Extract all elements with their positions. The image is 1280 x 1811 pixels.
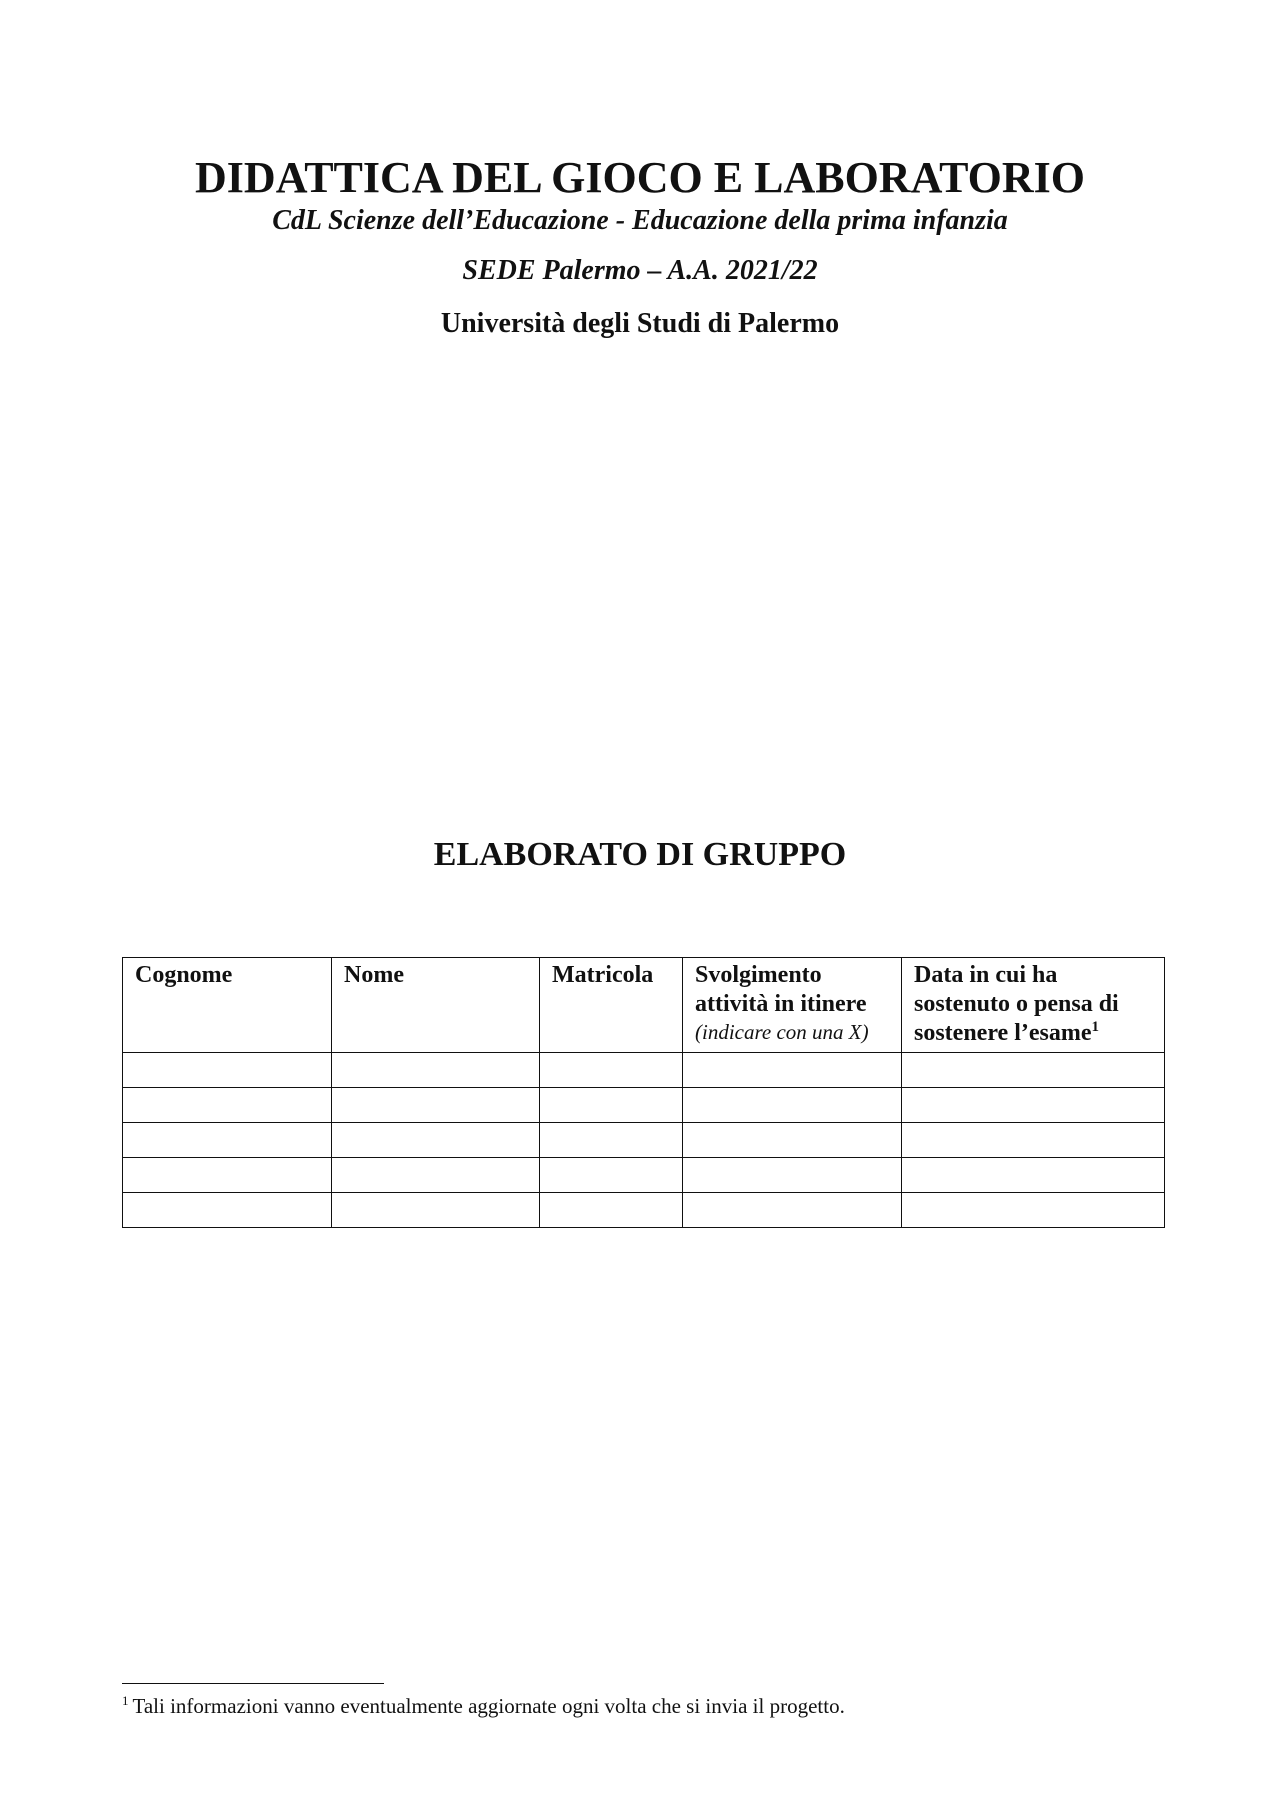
table-cell-nome[interactable] xyxy=(332,1123,540,1158)
table-cell-svolgimento[interactable] xyxy=(683,1123,902,1158)
table-cell-matricola[interactable] xyxy=(540,1053,683,1088)
table-cell-data-esame[interactable] xyxy=(902,1123,1165,1158)
table-cell-cognome[interactable] xyxy=(123,1158,332,1193)
table-cell-svolgimento[interactable] xyxy=(683,1053,902,1088)
table-cell-svolgimento[interactable] xyxy=(683,1088,902,1123)
page-title: DIDATTICA DEL GIOCO E LABORATORIO xyxy=(195,153,1085,202)
footnote-text: Tali informazioni vanno eventualmente aggiornate ogni volta che si invia il progetto. xyxy=(132,1694,845,1718)
column-header-label: Data in cui ha sostenuto o pensa di sostenere l’esame xyxy=(914,962,1119,1046)
table-cell-data-esame[interactable] xyxy=(902,1088,1165,1123)
table-cell-cognome[interactable] xyxy=(123,1053,332,1088)
table-header-row xyxy=(123,958,1165,1053)
table-cell-data-esame[interactable] xyxy=(902,1053,1165,1088)
footnote-separator xyxy=(122,1683,384,1684)
table-cell-nome[interactable] xyxy=(332,1193,540,1228)
footnote-reference[interactable]: 1 xyxy=(1091,1019,1099,1035)
column-header-label: Nome xyxy=(344,962,404,988)
group-members-table xyxy=(122,957,1165,1228)
column-header-nome xyxy=(332,958,540,1053)
table-row xyxy=(123,1053,1165,1088)
footnote xyxy=(122,1693,845,1719)
column-header-label: Cognome xyxy=(135,962,233,988)
table-cell-svolgimento[interactable] xyxy=(683,1193,902,1228)
table-cell-cognome[interactable] xyxy=(123,1193,332,1228)
column-header-hint: (indicare con una X) xyxy=(695,1020,869,1044)
table-row xyxy=(123,1193,1165,1228)
university-name: Università degli Studi di Palermo xyxy=(440,308,840,339)
course-subtitle: CdL Scienze dell’Educazione - Educazione della prima infanzia xyxy=(272,205,1008,236)
table-cell-matricola[interactable] xyxy=(540,1158,683,1193)
table-cell-nome[interactable] xyxy=(332,1088,540,1123)
table-cell-data-esame[interactable] xyxy=(902,1158,1165,1193)
table-cell-cognome[interactable] xyxy=(123,1088,332,1123)
column-header-cognome xyxy=(123,958,332,1053)
table-cell-matricola[interactable] xyxy=(540,1193,683,1228)
table-cell-nome[interactable] xyxy=(332,1053,540,1088)
table-row xyxy=(123,1123,1165,1158)
footnote-marker: 1 xyxy=(122,1693,129,1708)
table-cell-matricola[interactable] xyxy=(540,1088,683,1123)
table-cell-svolgimento[interactable] xyxy=(683,1158,902,1193)
column-header-matricola xyxy=(540,958,683,1053)
section-title: ELABORATO DI GRUPPO xyxy=(433,836,847,873)
location-year: SEDE Palermo – A.A. 2021/22 xyxy=(462,255,818,286)
column-header-svolgimento xyxy=(683,958,902,1053)
column-header-label: Svolgimento attività in itinere xyxy=(695,962,867,1017)
column-header-data-esame xyxy=(902,958,1165,1053)
table-cell-nome[interactable] xyxy=(332,1158,540,1193)
column-header-label: Matricola xyxy=(552,962,654,988)
table-cell-matricola[interactable] xyxy=(540,1123,683,1158)
table-row xyxy=(123,1088,1165,1123)
table-cell-cognome[interactable] xyxy=(123,1123,332,1158)
table-row xyxy=(123,1158,1165,1193)
table-cell-data-esame[interactable] xyxy=(902,1193,1165,1228)
